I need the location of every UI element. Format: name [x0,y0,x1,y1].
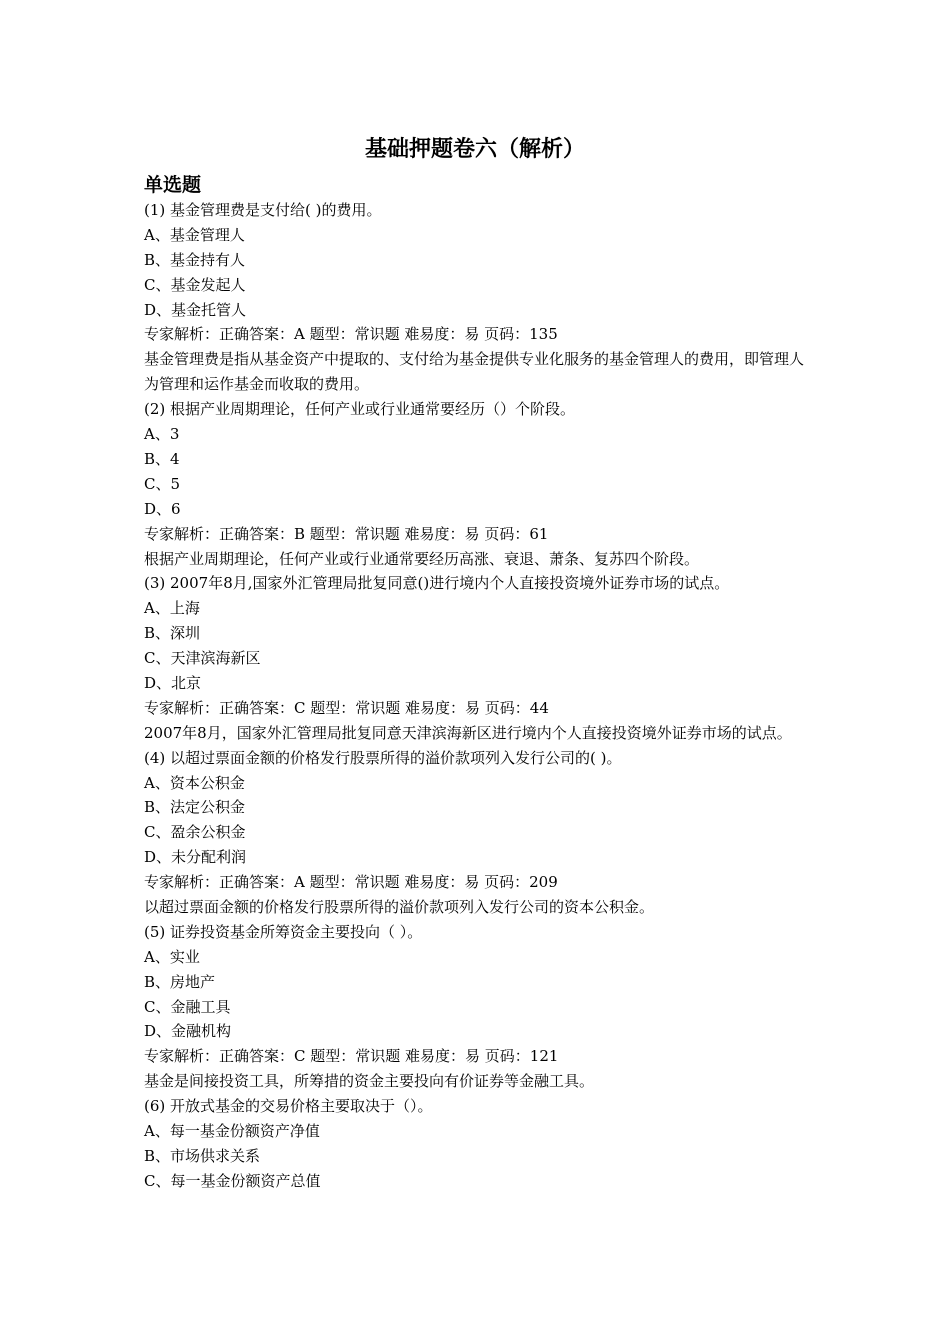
option-d: D、北京 [144,673,202,692]
option-a: A、每一基金份额资产净值 [144,1122,320,1141]
question-6 [144,1094,814,1194]
explanation: 以超过票面金额的价格发行股票所得的溢价款项列入发行公司的资本公积金。 [144,898,655,916]
question-1 [144,198,814,397]
option-c: C、金融工具 [144,997,231,1016]
explanation: 基金管理费是指从基金资产中提取的、支付给为基金提供专业化服务的基金管理人的费用，即管理人为管理和运作基金而收取的费用。 [144,350,805,394]
question-4 [144,746,814,920]
question-list [144,198,814,1194]
option-d: D、基金托管人 [144,300,247,319]
option-b: B、4 [144,449,180,468]
option-b: B、市场供求关系 [144,1146,261,1165]
question-2 [144,397,814,571]
option-b: B、基金持有人 [144,250,246,269]
option-b: B、深圳 [144,624,201,643]
option-c: C、盈余公积金 [144,823,246,842]
explanation: 2007年8月，国家外汇管理局批复同意天津滨海新区进行境内个人直接投资境外证券市场的试点。 [144,723,792,742]
question-stem: (1) 基金管理费是支付给( )的费用。 [144,201,382,219]
option-c: C、每一基金份额资产总值 [144,1171,321,1190]
section-heading: 单选题 [144,174,202,196]
answer-line: 专家解析：正确答案：A 题型：常识题 难易度：易 页码：135 [144,325,558,344]
answer-line: 专家解析：正确答案：B 题型：常识题 难易度：易 页码：61 [144,524,549,543]
option-d: D、6 [144,499,181,518]
option-d: D、未分配利润 [144,848,247,867]
explanation: 基金是间接投资工具，所筹措的资金主要投向有价证券等金融工具。 [144,1072,595,1091]
answer-line: 专家解析：正确答案：A 题型：常识题 难易度：易 页码：209 [144,873,558,892]
answer-line: 专家解析：正确答案：C 题型：常识题 难易度：易 页码：121 [144,1047,559,1066]
question-stem: (4) 以超过票面金额的价格发行股票所得的溢价款项列入发行公司的( )。 [144,748,622,767]
option-a: A、3 [144,425,180,444]
option-a: A、实业 [144,947,200,966]
question-stem: (6) 开放式基金的交易价格主要取决于（）。 [144,1097,433,1116]
question-stem: (3) 2007年8月,国家外汇管理局批复同意()进行境内个人直接投资境外证券市场的试点。 [144,574,730,593]
option-a: A、基金管理人 [144,225,245,244]
question-stem: (5) 证券投资基金所筹资金主要投向（ ）。 [144,922,423,941]
option-a: A、上海 [144,599,200,618]
option-c: C、基金发起人 [144,275,246,294]
option-b: B、法定公积金 [144,798,246,817]
option-c: C、天津滨海新区 [144,649,261,668]
question-3 [144,571,814,745]
option-c: C、5 [144,474,181,493]
explanation: 根据产业周期理论，任何产业或行业通常要经历高涨、衰退、萧条、复苏四个阶段。 [144,549,700,568]
option-a: A、资本公积金 [144,773,245,792]
option-d: D、金融机构 [144,1022,232,1041]
option-b: B、房地产 [144,972,216,991]
question-5 [144,920,814,1094]
question-stem: (2) 根据产业周期理论，任何产业或行业通常要经历（）个阶段。 [144,400,576,419]
answer-line: 专家解析：正确答案：C 题型：常识题 难易度：易 页码：44 [144,698,549,717]
document-title: 基础押题卷六（解析） [364,136,585,162]
